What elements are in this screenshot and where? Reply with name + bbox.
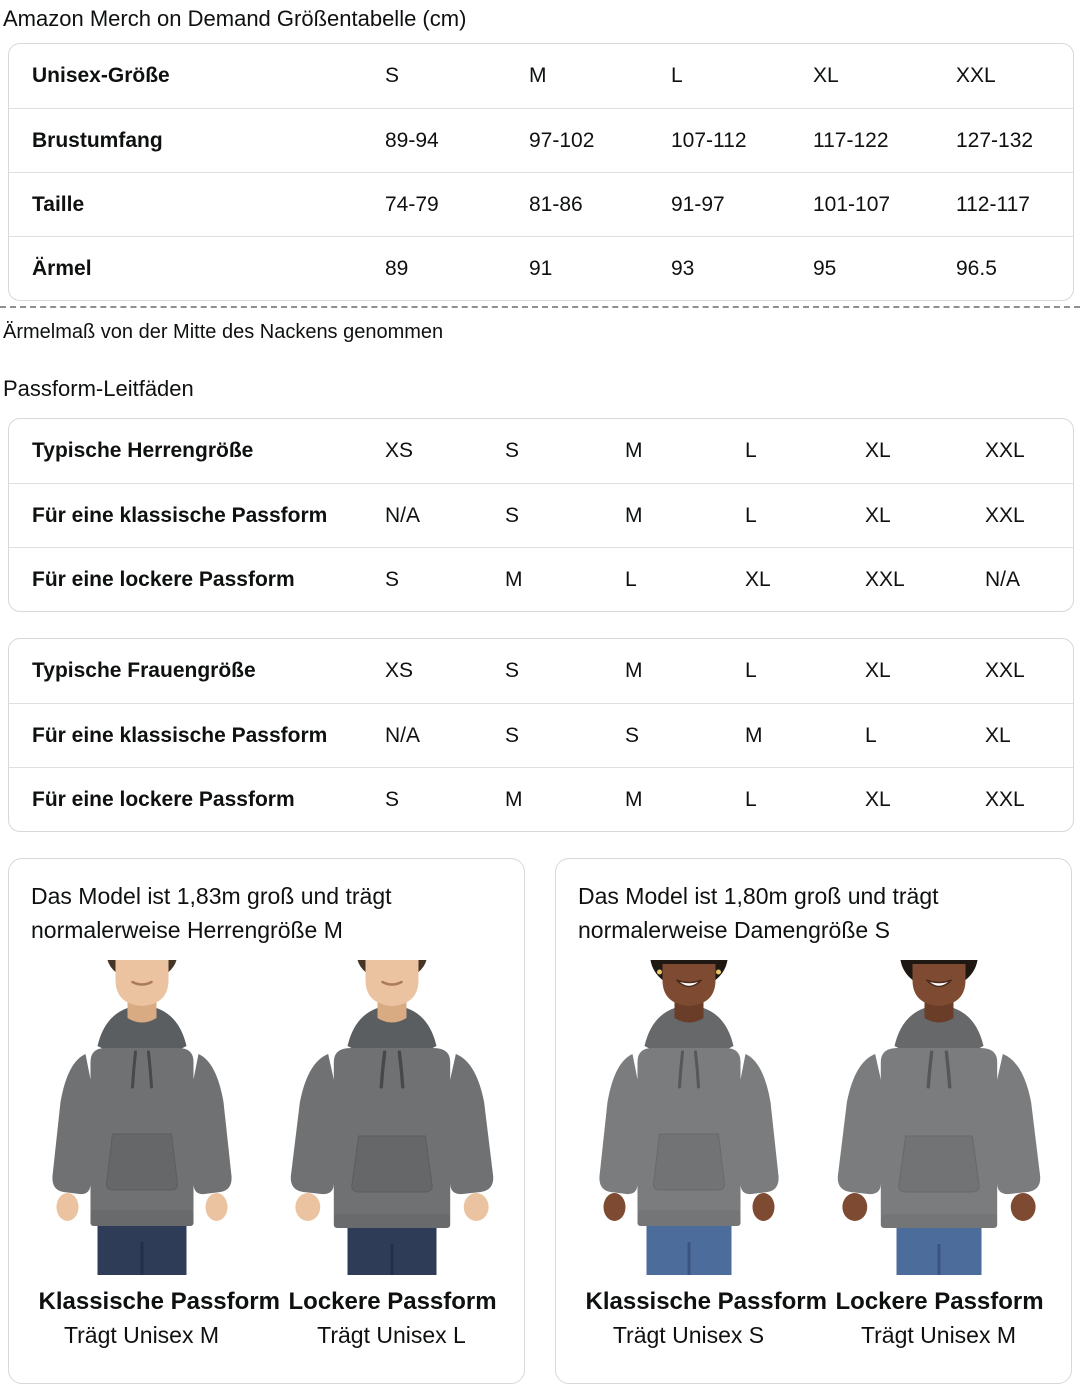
row-label: Brustumfang xyxy=(9,108,385,172)
table-row xyxy=(9,547,1073,611)
table-row xyxy=(9,44,1073,108)
model-description: Das Model ist 1,83m groß und trägt normalerweise Herrengröße M xyxy=(31,883,392,943)
row-label: Ärmel xyxy=(9,236,385,300)
table-row xyxy=(9,172,1073,236)
value-cell: 101-107 xyxy=(813,172,956,236)
unisex-size-table xyxy=(8,43,1074,301)
row-label: Unisex-Größe xyxy=(32,64,170,87)
value-cell: 127-132 xyxy=(956,108,1073,172)
value-cell: 91-97 xyxy=(671,172,813,236)
value-cell: 91 xyxy=(529,236,671,300)
fit-caption: Lockere Passform xyxy=(835,1288,1044,1315)
table-row xyxy=(9,483,1073,547)
size-cell: N/A xyxy=(385,483,505,547)
wears-caption: Trägt Unisex M xyxy=(63,1322,220,1348)
model-photo-female-classic-fit xyxy=(586,960,792,1275)
wears-caption: Trägt Unisex S xyxy=(612,1322,765,1348)
wears-caption: Trägt Unisex L xyxy=(317,1322,466,1348)
model-card-men xyxy=(8,858,525,1384)
size-cell: XL xyxy=(865,439,891,462)
row-label: Für eine klassische Passform xyxy=(9,703,385,767)
value-cell: 89 xyxy=(385,236,529,300)
model-figure-loose xyxy=(289,960,495,1349)
size-cell: XXL xyxy=(956,64,996,87)
value-cell: 93 xyxy=(671,236,813,300)
size-cell: N/A xyxy=(385,703,505,767)
value-cell: 107-112 xyxy=(671,108,813,172)
size-cell: S xyxy=(505,703,625,767)
table-row xyxy=(9,767,1073,831)
model-card-women xyxy=(555,858,1072,1384)
size-cell: M xyxy=(745,703,865,767)
size-cell: L xyxy=(865,703,985,767)
page-title: Amazon Merch on Demand Größentabelle (cm) xyxy=(3,6,467,31)
size-cell: M xyxy=(625,483,745,547)
size-cell: M xyxy=(625,767,745,831)
size-cell: XL xyxy=(813,64,839,87)
size-cell: XL xyxy=(865,659,891,682)
size-cell: S xyxy=(385,64,400,87)
size-chart-page xyxy=(0,5,1080,1393)
size-cell: XXL xyxy=(985,483,1073,547)
table-row xyxy=(9,419,1073,483)
table-row xyxy=(9,236,1073,300)
size-cell: M xyxy=(505,547,625,611)
model-photo-male-loose-fit xyxy=(289,960,495,1275)
model-description: Das Model ist 1,80m groß und trägt normalerweise Damengröße S xyxy=(578,883,939,943)
size-cell: XXL xyxy=(985,767,1073,831)
size-cell: XL xyxy=(865,767,985,831)
dashed-divider xyxy=(0,306,1080,308)
value-cell: 96.5 xyxy=(956,236,1073,300)
model-figure-classic xyxy=(38,960,280,1349)
size-cell: L xyxy=(745,439,757,462)
size-cell: N/A xyxy=(985,547,1073,611)
value-cell: 117-122 xyxy=(813,108,956,172)
fit-caption: Lockere Passform xyxy=(288,1288,497,1315)
size-cell: S xyxy=(385,547,505,611)
row-label: Typische Herrengröße xyxy=(32,439,254,462)
size-cell: XL xyxy=(865,483,985,547)
size-cell: XL xyxy=(745,547,865,611)
size-cell: XS xyxy=(385,439,414,462)
table-row xyxy=(9,703,1073,767)
table-row xyxy=(9,108,1073,172)
size-cell: XXL xyxy=(985,439,1025,462)
size-cell: XS xyxy=(385,659,414,682)
row-label: Für eine klassische Passform xyxy=(9,483,385,547)
model-figure-loose xyxy=(836,960,1042,1349)
size-cell: M xyxy=(529,64,547,87)
model-photo-male-classic-fit xyxy=(39,960,245,1275)
sleeve-note: Ärmelmaß von der Mitte des Nackens genommen xyxy=(3,321,444,343)
value-cell: 74-79 xyxy=(385,172,529,236)
value-cell: 95 xyxy=(813,236,956,300)
womens-fit-table xyxy=(8,638,1074,832)
value-cell: 81-86 xyxy=(529,172,671,236)
table-row xyxy=(9,639,1073,703)
size-cell: M xyxy=(625,659,643,682)
row-label: Für eine lockere Passform xyxy=(9,547,385,611)
model-cards-row xyxy=(8,858,1072,1384)
size-cell: XXL xyxy=(985,659,1025,682)
size-cell: L xyxy=(625,547,745,611)
row-label: Typische Frauengröße xyxy=(32,659,256,682)
model-figure-classic xyxy=(585,960,827,1349)
value-cell: 89-94 xyxy=(385,108,529,172)
size-cell: S xyxy=(385,767,505,831)
size-cell: L xyxy=(745,659,757,682)
size-cell: XL xyxy=(985,703,1073,767)
size-cell: S xyxy=(625,703,745,767)
size-cell: XXL xyxy=(865,547,985,611)
wears-caption: Trägt Unisex M xyxy=(860,1322,1017,1348)
size-cell: L xyxy=(745,483,865,547)
size-cell: L xyxy=(745,767,865,831)
fit-guides-heading: Passform-Leitfäden xyxy=(3,376,194,401)
fit-caption: Klassische Passform xyxy=(585,1288,827,1315)
row-label: Taille xyxy=(9,172,385,236)
fit-caption: Klassische Passform xyxy=(38,1288,280,1315)
size-cell: S xyxy=(505,659,520,682)
mens-fit-table xyxy=(8,418,1074,612)
size-cell: M xyxy=(625,439,643,462)
size-cell: L xyxy=(671,64,683,87)
size-cell: M xyxy=(505,767,625,831)
size-cell: S xyxy=(505,483,625,547)
model-photo-female-loose-fit xyxy=(836,960,1042,1275)
row-label: Für eine lockere Passform xyxy=(9,767,385,831)
value-cell: 112-117 xyxy=(956,172,1073,236)
value-cell: 97-102 xyxy=(529,108,671,172)
size-cell: S xyxy=(505,439,520,462)
